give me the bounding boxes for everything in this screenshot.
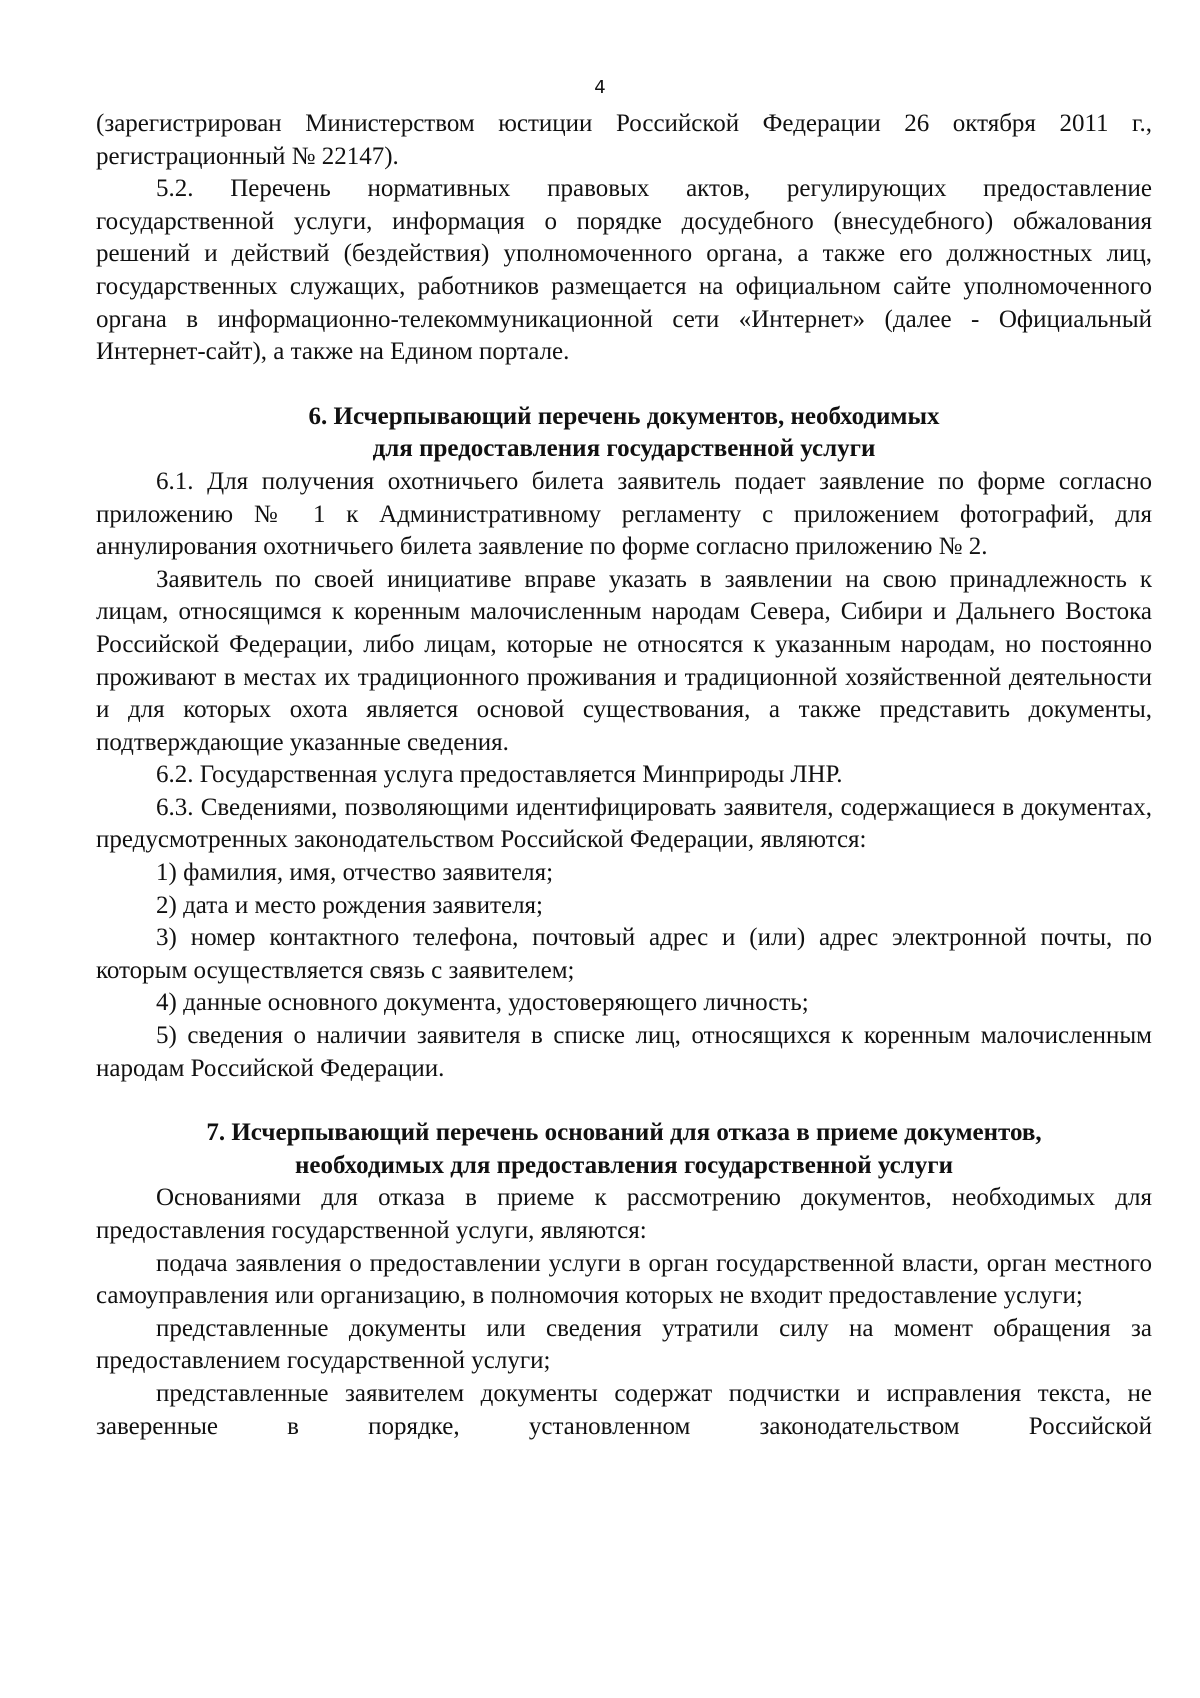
document-body [96,108,1152,1443]
paragraph-6-3: 6.3. Сведениями, позволяющими идентифицировать заявителя, содержащиеся в документах, предусмотренных законодательством Российской Федерации, являются: [96,793,1152,854]
paragraph-ground-corrections: представленные заявителем документы содержат подчистки и исправления текста, не заверенные в порядке, установленном законодательством Российской [96,1379,1152,1440]
list-item-5: 5) сведения о наличии заявителя в списке лиц, относящихся к коренным малочисленным народам Российской Федерации. [96,1022,1152,1082]
paragraph-applicant-right: Заявитель по своей инициативе вправе указать в заявлении на свою принадлежность к лицам, относящимся к коренным малочисленным народам Севера, Сибири и Дальнего Востока Российской Федерации, либо лицам, которые не относятся к указанным народам, но постоянно проживают в местах их традиционного проживания и традиционной хозяйственной деятельности и для которых охота является основой существования, а также представить документы, подтверждающие указанные сведения. [96,565,1152,756]
section-7-heading-line2: необходимых для предоставления государственной услуги [295,1151,953,1179]
paragraph-6-1: 6.1. Для получения охотничьего билета заявитель подает заявление по форме согласно приложению № 1 к Административному регламенту с приложением фотографий, для аннулирования охотничьего билета заявление по форме согласно приложению № 2. [96,467,1152,561]
paragraph-ground-expired: представленные документы или сведения утратили силу на момент обращения за предоставлением государственной услуги; [96,1314,1152,1375]
section-6 [96,401,1152,1085]
paragraph-refusal-grounds: Основаниями для отказа в приеме к рассмотрению документов, необходимых для предоставления государственной услуги, являются: [96,1184,1152,1244]
list-item-2: 2) дата и место рождения заявителя; [156,891,543,919]
page-number: 4 [594,77,606,98]
section-6-heading-line2: для предоставления государственной услуги [372,435,876,463]
list-item-1: 1) фамилия, имя, отчество заявителя; [156,859,554,887]
paragraph-registration: (зарегистрирован Министерством юстиции Российской Федерации 26 октября 2011 г., регистрационный № 22147). [96,110,1152,170]
list-item-4: 4) данные основного документа, удостоверяющего личность; [156,989,809,1017]
list-item-3: 3) номер контактного телефона, почтовый адрес и (или) адрес электронной почты, по которым осуществляется связь с заявителем; [96,924,1152,984]
section-7-heading-line1: 7. Исчерпывающий перечень оснований для отказа в приеме документов, [206,1119,1042,1147]
paragraph-5-2: 5.2. Перечень нормативных правовых актов, регулирующих предоставление государственной услуги, информация о порядке досудебного (внесудебного) обжалования решений и действий (бездействия) уполномоченного органа, а также его должностных лиц, государственных служащих, работников размещается на официальном сайте уполномоченного органа в информационно-телекоммуникационной сети «Интернет» (далее - Официальный Интернет-сайт), а также на Едином портале. [96,175,1152,366]
section-6-heading-line1: 6. Исчерпывающий перечень документов, необходимых [308,402,940,430]
section-7 [96,1117,1152,1443]
paragraph-6-2: 6.2. Государственная услуга предоставляется Минприроды ЛНР. [156,761,843,789]
paragraph-ground-wrong-body: подача заявления о предоставлении услуги в орган государственной власти, орган местного самоуправления или организацию, в полномочия которых не входит предоставление услуги; [96,1249,1152,1310]
